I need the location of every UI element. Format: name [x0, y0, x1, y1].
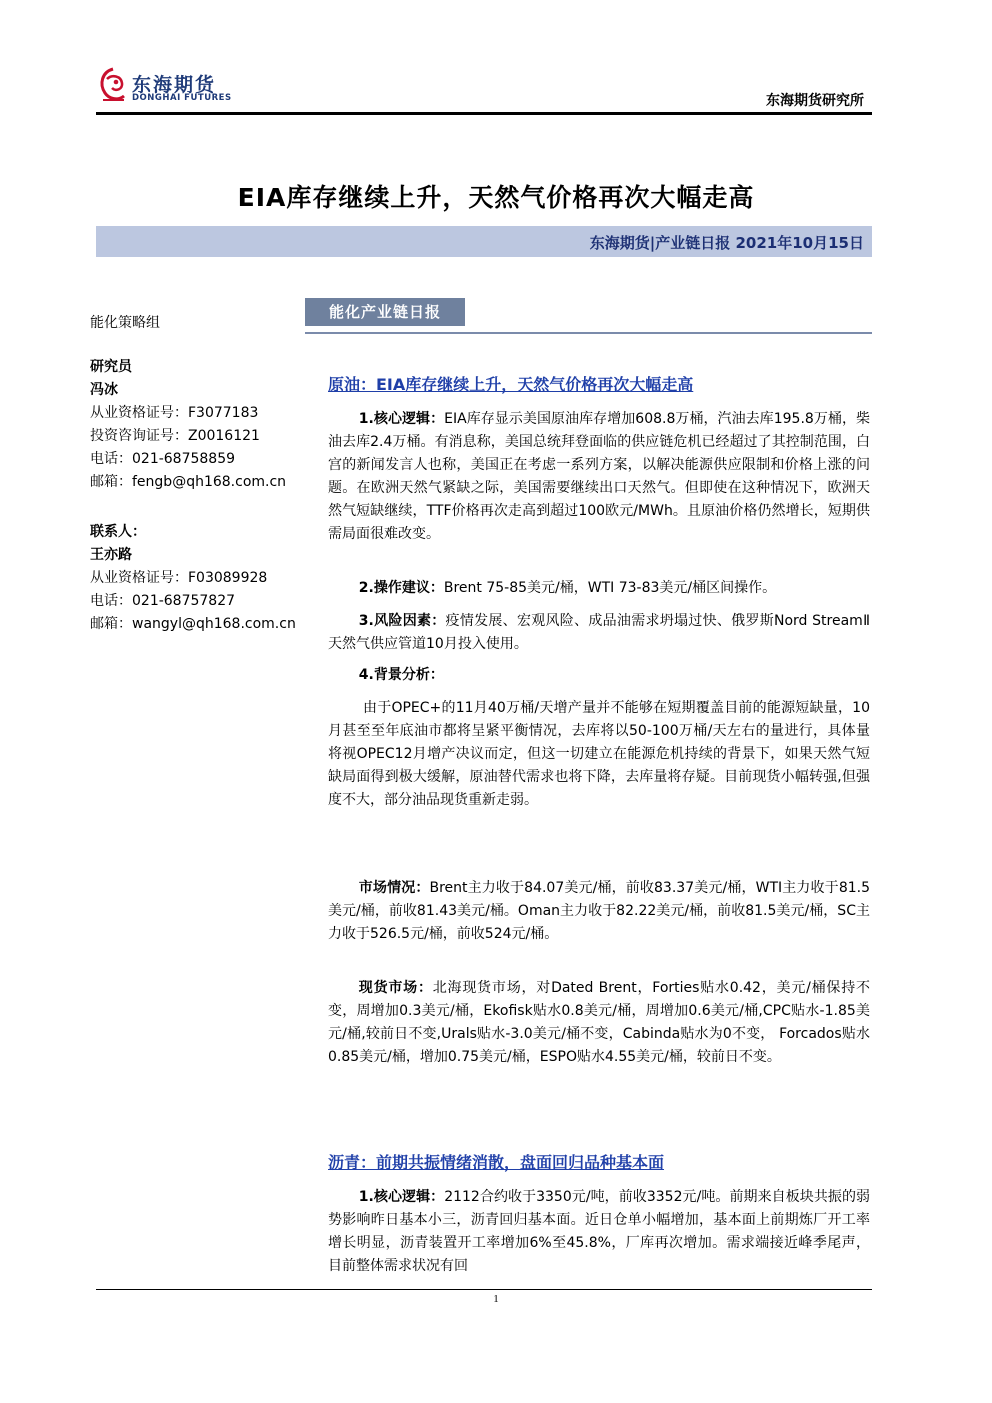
- crude-spot-text: 北海现货市场，对Dated Brent，Forties贴水0.42，美元/桶保持不变，周增加0.3美元/桶，Ekofisk贴水0.8美元/桶，周增加0.6美元/桶,CPC贴水-1.85美元/桶,较前日不变,Urals贴水-3.0美元/桶不变，Cabinda贴水为0不变， Forcados贴水0.85美元/桶，增加0.75美元/桶，ESPO贴水4.55美元/桶，较前日不变。: [328, 980, 870, 1065]
- researcher-name: 冯冰: [90, 382, 118, 398]
- crude-market-text: Brent主力收于84.07美元/桶，前收83.37美元/桶，WTI主力收于81.5美元/桶，前收81.43美元/桶。Oman主力收于82.22美元/桶，前收81.5美元/桶，SC主力收于526.5元/桶，前收524元/桶。: [328, 880, 870, 942]
- crude-risk: [328, 610, 870, 656]
- crude-core-logic-text: EIA库存显示美国原油库存增加608.8万桶，汽油去库195.8万桶，柴油去库2.4万桶。有消息称，美国总统拜登面临的供应链危机已经超过了其控制范围，白宫的新闻发言人也称，美国正在考虑一系列方案，以解决能源供应限制和价格上涨的问题。在欧洲天然气紧缺之际，美国需要继续出口天然气。但即使在这种情况下，欧洲天然气短缺继续，TTF价格再次走高到超过100欧元/MWh。且原油价格仍然增长，短期供需局面很难改变。: [328, 411, 870, 542]
- section-tag-rule: [305, 332, 872, 334]
- banner-text: 东海期货|产业链日报 2021年10月15日: [589, 234, 864, 252]
- contact-email[interactable]: 邮箱：wangyl@qh168.com.cn: [90, 616, 296, 632]
- crude-spot: [328, 977, 870, 1069]
- researcher-block: [90, 356, 310, 494]
- institute-name: 东海期货研究所: [766, 93, 864, 109]
- contact-name: 王亦路: [90, 547, 132, 563]
- asphalt-core-logic-text: 2112合约收于3350元/吨，前收3352元/吨。前期来自板块共振的弱势影响昨日基本小三，沥青回归基本面。近日仓单小幅增加，基本面上前期炼厂开工率增长明显，沥青装置开工率增加6%至45.8%，厂库再次增加。需求端接近峰季尾声，目前整体需求状况有回: [328, 1189, 870, 1274]
- crude-operation: [328, 577, 870, 600]
- report-banner: [96, 226, 872, 257]
- group-name: 能化策略组: [90, 315, 160, 331]
- crude-background-label: 4.背景分析：: [358, 667, 444, 683]
- researcher-phone: 电话：021-68758859: [90, 451, 236, 467]
- crude-background-heading: [328, 664, 870, 687]
- contact-phone: 电话：021-68757827: [90, 593, 236, 609]
- crude-background-text: 由于OPEC+的11月40万桶/天增产量并不能够在短期覆盖目前的能源短缺量，10月甚至至年底油市都将呈紧平衡情况，去库将以50-100万桶/天左右的量进行，具体量将视OPEC12月增产决议而定，但这一切建立在能源危机持续的背景下，如果天然气短缺局面得到极大缓解，原油替代需求也将下降，去库量将存疑。目前现货小幅转强,但强度不大，部分油品现货重新走弱。: [328, 700, 870, 808]
- crude-core-logic: [328, 408, 870, 546]
- asphalt-core-logic: [328, 1186, 870, 1278]
- page-number: 1: [493, 1293, 499, 1305]
- contact-qualification: 从业资格证号：F03089928: [90, 570, 268, 586]
- report-title: EIA库存继续上升，天然气价格再次大幅走高: [237, 183, 755, 212]
- section-tag: 能化产业链日报: [305, 298, 465, 326]
- researcher-consult-cert: 投资咨询证号：Z0016121: [90, 428, 260, 444]
- crude-oil-section-title[interactable]: 原油：EIA库存继续上升，天然气价格再次大幅走高: [328, 375, 694, 394]
- crude-market: [328, 877, 870, 946]
- dragon-logo-icon: [96, 66, 130, 106]
- company-logo: [96, 66, 236, 110]
- contact-block: [90, 521, 310, 636]
- crude-core-logic-label: 1.核心逻辑：: [358, 411, 445, 427]
- researcher-qualification: 从业资格证号：F3077183: [90, 405, 259, 421]
- asphalt-section-title[interactable]: 沥青：前期共振情绪消散，盘面回归品种基本面: [328, 1153, 665, 1172]
- crude-risk-text: 疫情发展、宏观风险、成品油需求坍塌过快、俄罗斯Nord StreamⅡ天然气供应管道10月投入使用。: [328, 613, 870, 652]
- crude-market-label: 市场情况：: [358, 880, 430, 896]
- crude-operation-text: Brent 75-85美元/桶，WTI 73-83美元/桶区间操作。: [443, 580, 777, 596]
- crude-spot-label: 现货市场：: [358, 980, 433, 996]
- logo-english-text: DONGHAI FUTURES: [132, 93, 232, 103]
- researcher-heading: 研究员: [90, 359, 132, 375]
- header-rule: [96, 112, 872, 115]
- researcher-email[interactable]: 邮箱：fengb@qh168.com.cn: [90, 474, 287, 490]
- crude-risk-label: 3.风险因素：: [358, 613, 446, 629]
- logo-chinese-text: 东海期货: [132, 74, 217, 96]
- crude-operation-label: 2.操作建议：: [358, 580, 444, 596]
- contact-heading: 联系人：: [90, 524, 146, 540]
- footer-rule: [96, 1289, 872, 1290]
- asphalt-core-logic-label: 1.核心逻辑：: [358, 1189, 445, 1205]
